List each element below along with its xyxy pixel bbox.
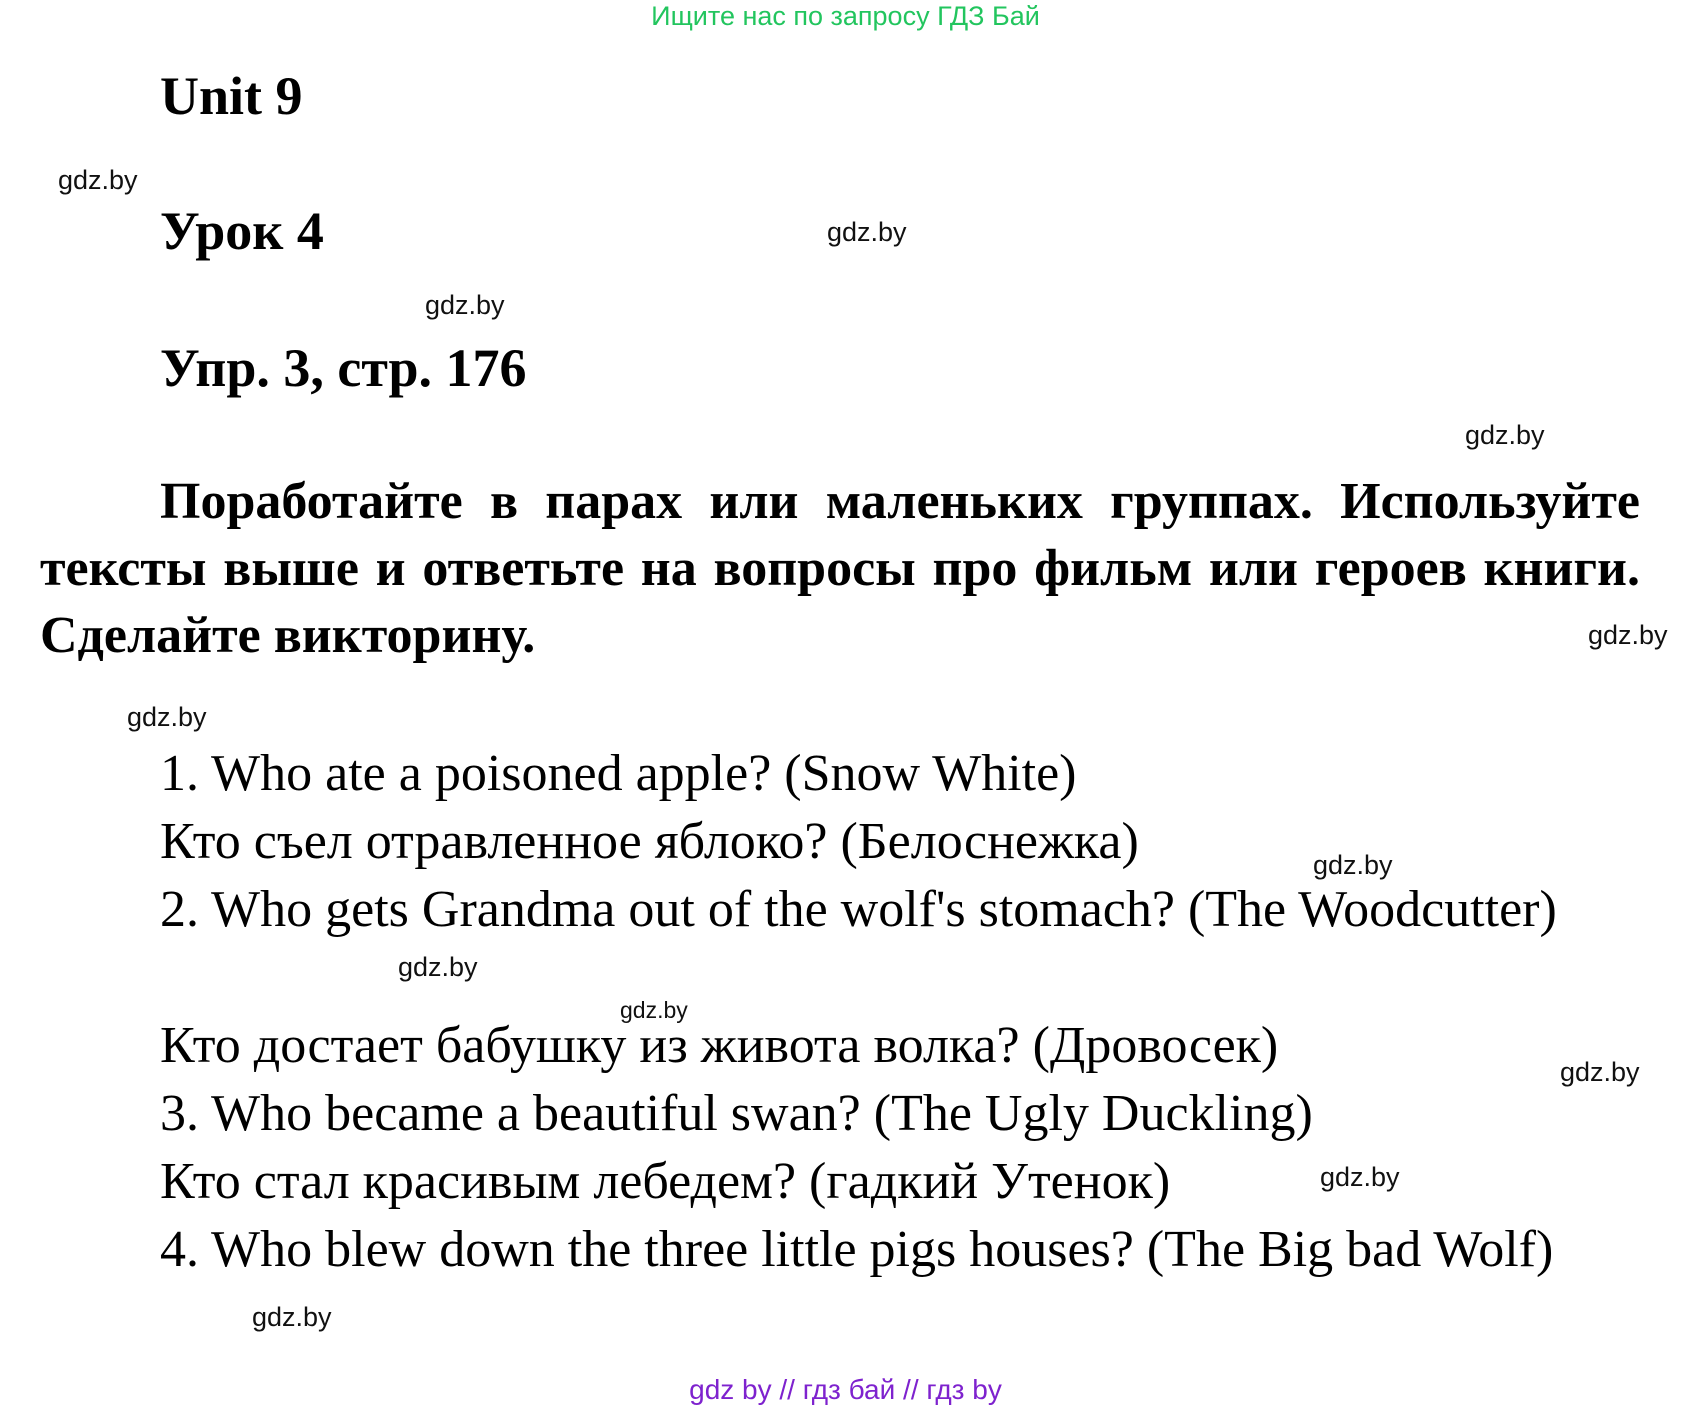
question-4-en: 4. Who blew down the three little pigs houses? (The Big bad Wolf) <box>160 1221 1554 1278</box>
question-2-en: 2. Who gets Grandma out of the wolf's stomach? (The Woodcutter) <box>160 881 1557 938</box>
watermark: gdz.by <box>1313 850 1393 880</box>
watermark: gdz.by <box>1560 1057 1640 1087</box>
question-1-en: 1. Who ate a poisoned apple? (Snow White) <box>160 745 1077 802</box>
footer-links[interactable]: gdz by // гдз бай // гдз by <box>689 1374 1002 1405</box>
watermark: gdz.by <box>1465 420 1545 450</box>
watermark: gdz.by <box>127 702 207 732</box>
watermark: gdz.by <box>425 290 505 320</box>
task-instructions: Поработайте в парах или маленьких группах. Используйте тексты выше и ответьте на вопросы про фильм или героев книги. Сделайте викторину. <box>40 473 1640 664</box>
watermark: gdz.by <box>398 952 478 982</box>
watermark: gdz.by <box>1320 1162 1400 1192</box>
top-banner-link[interactable]: Ищите нас по запросу ГДЗ Бай <box>651 1 1040 31</box>
watermark: gdz.by <box>620 997 688 1023</box>
question-3-en: 3. Who became a beautiful swan? (The Ugly Duckling) <box>160 1085 1313 1142</box>
unit-title: Unit 9 <box>160 66 303 126</box>
question-2-ru: Кто достает бабушку из живота волка? (Дровосек) <box>160 1017 1279 1074</box>
watermark: gdz.by <box>58 165 138 195</box>
exercise-title: Упр. 3, стр. 176 <box>160 338 527 398</box>
question-3-ru: Кто стал красивым лебедем? (гадкий Утенок) <box>160 1153 1171 1210</box>
watermark: gdz.by <box>1588 620 1668 650</box>
question-1-ru: Кто съел отравленное яблоко? (Белоснежка) <box>160 813 1139 870</box>
watermark: gdz.by <box>252 1302 332 1332</box>
lesson-title: Урок 4 <box>160 201 324 261</box>
watermark: gdz.by <box>827 217 907 247</box>
